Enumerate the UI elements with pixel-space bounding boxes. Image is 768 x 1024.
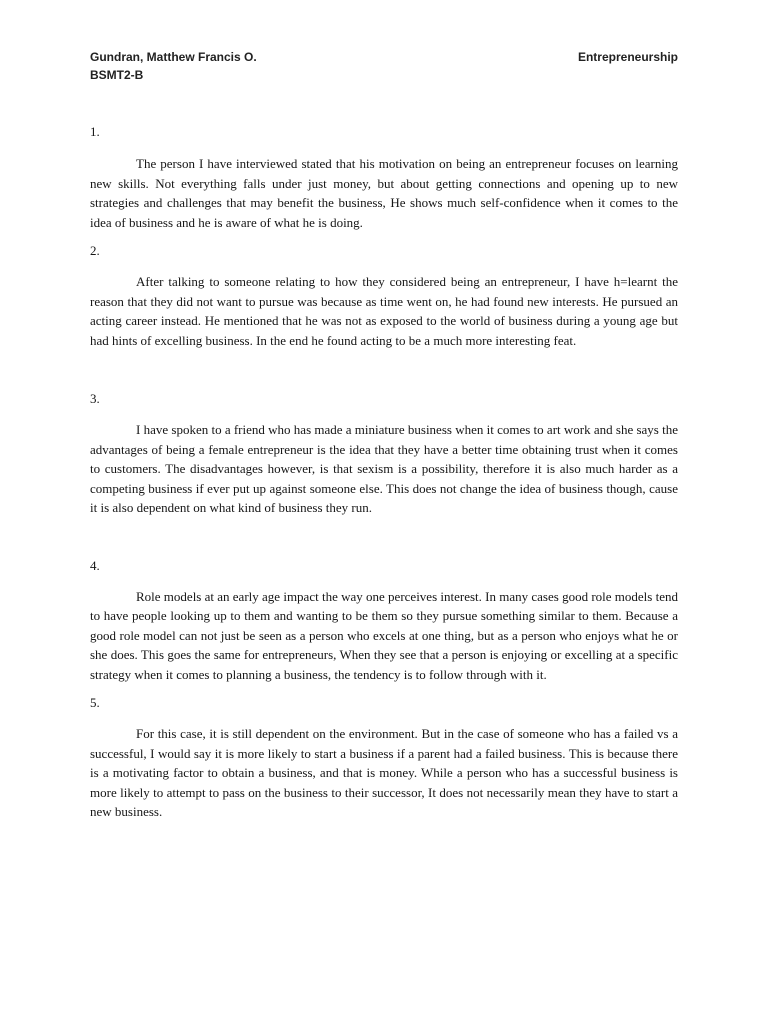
student-name: Gundran, Matthew Francis O. bbox=[90, 50, 257, 64]
answer-paragraph-2: After talking to someone relating to how they considered being an entrepreneur, I have h=learnt the reason that they did not want to pursue was because as time went on, he had found new interests. He pursued an acting career instead. He mentioned that he was not as exposed to the world of business during a young age but had hints of excelling business. In the end he found acting to be a much more interesting feat. bbox=[90, 274, 678, 348]
answer-number-2: 2. bbox=[90, 243, 100, 259]
document-header bbox=[90, 48, 678, 84]
subject-title: Entrepreneurship bbox=[577, 50, 678, 64]
answer-paragraph-3: I have spoken to a friend who has made a miniature business when it comes to art work and she says the advantages of being a female entrepreneur is the idea that they have a better time obtaining trust when it comes to customers. The disadvantages however, is that sexism is a possibility, therefore it is also much harder as a competing business if ever put up against someone else. This does not change the idea of business though, cause it is also dependent on what kind of business they run. bbox=[90, 422, 678, 516]
answer-number-4: 4. bbox=[90, 557, 100, 573]
answer-number-5: 5. bbox=[90, 694, 100, 710]
answer-paragraph-4: Role models at an early age impact the way one perceives interest. In many cases good role models tend to have people looking up to them and wanting to be them so they pursue something similar to them. Because a good role model can not just be seen as a person who excels at one thing, but as a person who enjoys what he or she does. This goes the same for entrepreneurs, When they see that a person is enjoying or excelling at a specific strategy when it comes to planning a business, the tendency is to follow through with it. bbox=[90, 588, 678, 682]
header-top-row bbox=[90, 48, 678, 66]
document-body bbox=[90, 122, 678, 821]
answer-paragraph-5: For this case, it is still dependent on the environment. But in the case of someone who has a failed vs a successful, I would say it is more likely to start a business if a parent had a failed business. This is because there is a motivating factor to obtain a business, and that is money. While a person who has a successful business is more likely to attempt to pass on the business to their successor, It does not necessarily mean they have to start a new business. bbox=[90, 726, 678, 819]
answer-number-1: 1. bbox=[90, 124, 100, 139]
student-section: BSMT2-B bbox=[90, 68, 144, 82]
answer-number-3: 3. bbox=[90, 391, 100, 407]
answer-paragraph-1: The person I have interviewed stated that his motivation on being an entrepreneur focuses on learning new skills. Not everything falls under just money, but about getting connections and opening up to new strategies and challenges that may benefit the business, He shows much self-confidence when it comes to the idea of business and he is aware of what he is doing. bbox=[90, 156, 678, 230]
